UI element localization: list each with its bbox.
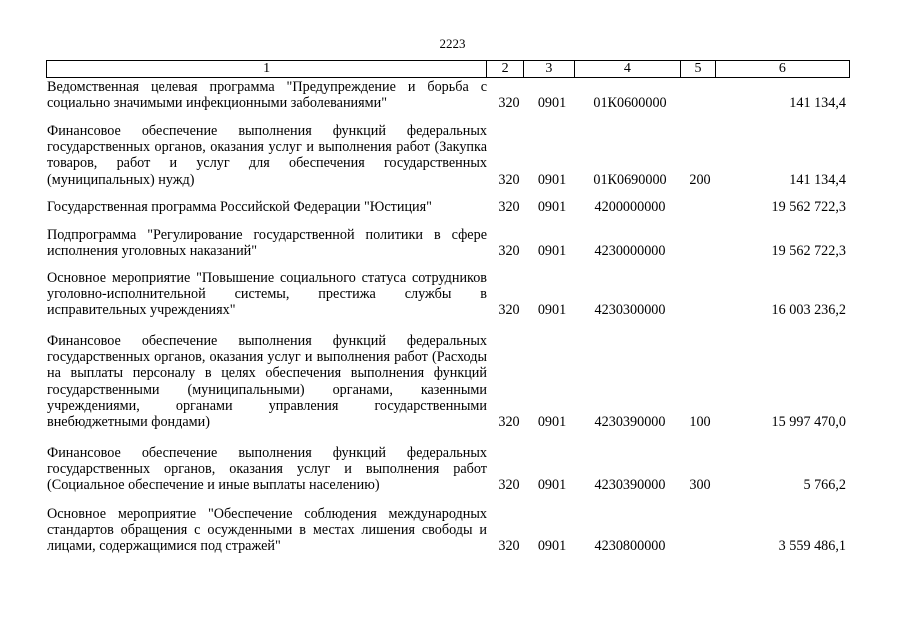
- row-col6: 16 003 236,2: [771, 302, 846, 319]
- row-col3: 0901: [537, 477, 567, 494]
- table-row: [47, 79, 849, 111]
- row-description: Государственная программа Российской Федерации "Юстиция": [47, 199, 432, 215]
- header-col-5: 5: [681, 61, 716, 77]
- row-col3: 0901: [537, 95, 567, 112]
- table-row: [47, 333, 849, 430]
- row-description: Ведомственная целевая программа "Предупреждение и борьба с социально значимыми инфекционными заболеваниями": [47, 79, 487, 112]
- row-col5: 100: [689, 414, 711, 431]
- row-col2: 320: [498, 538, 520, 555]
- header-col-4: 4: [575, 61, 681, 77]
- row-description: Финансовое обеспечение выполнения функций федеральных государственных органов, оказания услуг и выполнения работ (Закупка товаров, работ и услуг для обеспечения государственных (муниципальных) нужд): [47, 123, 487, 188]
- row-col3: 0901: [537, 199, 567, 215]
- row-col4: 4230800000: [594, 538, 666, 555]
- row-col6: 19 562 722,3: [771, 199, 846, 215]
- row-col3: 0901: [537, 171, 567, 188]
- row-col2: 320: [498, 243, 520, 260]
- row-col6: 5 766,2: [803, 477, 846, 494]
- table-row: [47, 199, 849, 215]
- row-col6: 141 134,4: [789, 95, 846, 112]
- row-col4: 4230390000: [594, 414, 666, 431]
- row-col4: 4230300000: [594, 302, 666, 319]
- row-col5: 300: [689, 477, 711, 494]
- row-col4: 4200000000: [594, 199, 666, 215]
- row-col2: 320: [498, 95, 520, 112]
- row-col6: 19 562 722,3: [771, 243, 846, 260]
- row-col6: 141 134,4: [789, 171, 846, 188]
- header-col-1: 1: [47, 61, 487, 77]
- header-col-2: 2: [487, 61, 524, 77]
- row-col2: 320: [498, 171, 520, 188]
- row-col3: 0901: [537, 302, 567, 319]
- row-description: Основное мероприятие "Повышение социального статуса сотрудников уголовно-исполнительной системы, престижа службы в исправительных учреждениях": [47, 270, 487, 319]
- row-col2: 320: [498, 302, 520, 319]
- page-number: 2223: [439, 36, 466, 51]
- row-col2: 320: [498, 477, 520, 494]
- row-description: Подпрограмма "Регулирование государственной политики в сфере исполнения уголовных наказаний": [47, 227, 487, 260]
- row-col6: 3 559 486,1: [778, 538, 846, 555]
- row-col3: 0901: [537, 243, 567, 260]
- table-header: [46, 60, 850, 78]
- row-col4: 01К0600000: [593, 95, 667, 112]
- row-col5: 200: [689, 171, 711, 188]
- table-row: [47, 270, 849, 319]
- row-description: Финансовое обеспечение выполнения функций федеральных государственных органов, оказания услуг и выполнения работ (Социальное обеспечение и иные выплаты населению): [47, 445, 487, 494]
- table-row: [47, 506, 849, 555]
- row-col4: 4230390000: [594, 477, 666, 494]
- row-col3: 0901: [537, 414, 567, 431]
- row-description: Основное мероприятие "Обеспечение соблюдения международных стандартов обращения с осужденными в местах лишения свободы и лицами, содержащимися под стражей": [47, 506, 487, 555]
- row-col2: 320: [498, 414, 520, 431]
- row-col4: 01К0690000: [593, 171, 667, 188]
- table-row: [47, 123, 849, 188]
- header-col-3: 3: [524, 61, 575, 77]
- row-col2: 320: [498, 199, 520, 215]
- row-col6: 15 997 470,0: [771, 414, 846, 431]
- table-row: [47, 445, 849, 494]
- row-col3: 0901: [537, 538, 567, 555]
- table-row: [47, 227, 849, 259]
- row-col4: 4230000000: [594, 243, 666, 260]
- row-description: Финансовое обеспечение выполнения функций федеральных государственных органов, оказания услуг и выполнения работ (Расходы на выплаты персоналу в целях обеспечения выполнения функций государственными (муниципальными) органами, казенными учреждениями, органами управления государственными внебюджетными фондами): [47, 333, 487, 431]
- header-col-6: 6: [778, 61, 786, 76]
